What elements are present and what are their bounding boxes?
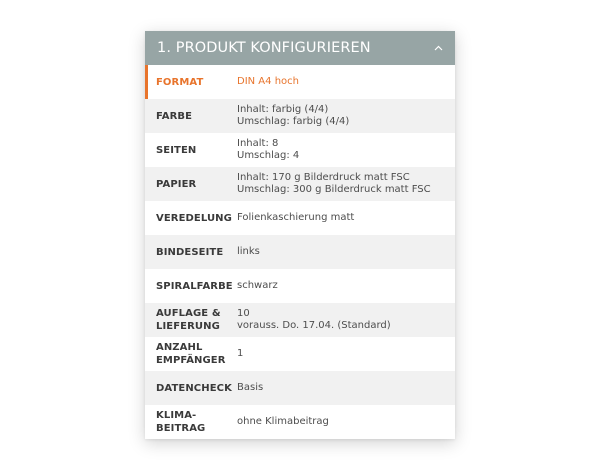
config-rows [145,65,455,439]
config-row-auflage-lieferung[interactable] [145,303,455,337]
config-label: DATENCHECK [156,382,232,394]
config-value: Inhalt: farbig (4/4) Umschlag: farbig (4/4) [237,104,350,127]
config-label: AUFLAGE & LIEFERUNG [156,308,221,332]
config-value: 10 vorauss. Do. 17.04. (Standard) [237,308,391,331]
config-row-papier[interactable] [145,167,455,201]
chevron-up-icon[interactable] [433,43,443,53]
config-row-veredelung[interactable] [145,201,455,235]
config-value: 1 [237,348,244,359]
config-value: Inhalt: 8 Umschlag: 4 [237,138,300,161]
product-config-panel [145,31,455,439]
config-label: SPIRALFARBE [156,280,233,292]
config-label: BINDESEITE [156,246,224,258]
config-value: ohne Klimabeitrag [237,416,329,427]
config-label: PAPIER [156,178,197,190]
config-label: FORMAT [156,76,204,88]
config-value: DIN A4 hoch [237,76,299,87]
config-row-bindeseite[interactable] [145,235,455,269]
config-row-klimabeitrag[interactable] [145,405,455,439]
config-row-seiten[interactable] [145,133,455,167]
config-label: FARBE [156,110,193,122]
panel-header[interactable] [145,31,455,65]
config-value: Folienkaschierung matt [237,212,355,223]
config-label: SEITEN [156,144,197,156]
config-row-anzahl-empfaenger[interactable] [145,337,455,371]
config-row-format[interactable] [145,65,455,99]
config-value: Inhalt: 170 g Bilderdruck matt FSC Umschlag: 300 g Bilderdruck matt FSC [237,172,431,195]
config-value: schwarz [237,280,278,291]
config-row-datencheck[interactable] [145,371,455,405]
config-label: KLIMA-BEITRAG [156,410,206,434]
config-label: VEREDELUNG [156,212,232,224]
config-value: links [237,246,260,257]
config-row-farbe[interactable] [145,99,455,133]
config-value: Basis [237,382,264,393]
panel-title: 1. PRODUKT KONFIGURIEREN [157,40,371,56]
config-label: ANZAHL EMPFÄNGER [156,342,226,366]
config-row-spiralfarbe[interactable] [145,269,455,303]
